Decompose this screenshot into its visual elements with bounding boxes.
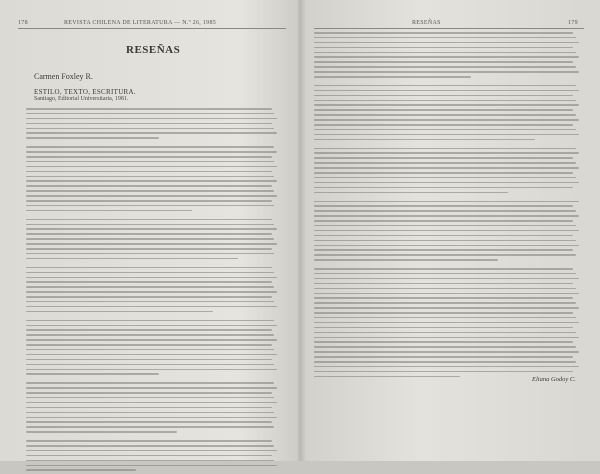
text-line bbox=[26, 417, 277, 419]
text-line bbox=[314, 215, 579, 217]
text-line bbox=[26, 349, 274, 351]
text-line bbox=[314, 346, 576, 348]
text-line bbox=[314, 240, 576, 242]
section-title: RESEÑAS bbox=[126, 44, 181, 56]
text-line bbox=[26, 205, 274, 207]
text-line bbox=[26, 354, 277, 356]
review-body bbox=[314, 32, 584, 381]
text-line bbox=[26, 392, 272, 394]
text-line bbox=[314, 139, 535, 141]
page-number: 179 bbox=[568, 20, 578, 26]
text-line bbox=[26, 224, 274, 226]
text-line bbox=[314, 245, 579, 247]
text-line bbox=[314, 201, 579, 203]
text-line bbox=[26, 465, 277, 467]
text-line bbox=[26, 185, 272, 187]
text-line bbox=[26, 137, 159, 139]
text-line bbox=[314, 307, 579, 309]
text-line bbox=[26, 113, 274, 115]
text-line bbox=[314, 104, 579, 106]
text-line bbox=[314, 85, 576, 87]
text-line bbox=[26, 311, 213, 313]
header-rule bbox=[314, 28, 584, 29]
text-line bbox=[314, 162, 576, 164]
text-line bbox=[314, 109, 573, 111]
text-line bbox=[26, 402, 277, 404]
text-line bbox=[314, 187, 573, 189]
text-line bbox=[314, 254, 576, 256]
text-line bbox=[314, 332, 576, 334]
text-line bbox=[26, 277, 277, 279]
text-line bbox=[26, 291, 277, 293]
text-line bbox=[314, 312, 573, 314]
text-line bbox=[26, 296, 272, 298]
text-line bbox=[26, 190, 274, 192]
text-line bbox=[26, 151, 277, 153]
text-line bbox=[314, 172, 573, 174]
text-line bbox=[26, 421, 272, 423]
text-line bbox=[26, 248, 272, 250]
text-line bbox=[26, 156, 272, 158]
text-line bbox=[314, 283, 573, 285]
reviewer-signature: Eliana Godoy C. bbox=[532, 376, 576, 383]
text-line bbox=[314, 249, 573, 251]
text-line bbox=[314, 278, 579, 280]
text-line bbox=[314, 95, 573, 97]
text-line bbox=[314, 205, 573, 207]
text-line bbox=[26, 132, 277, 134]
text-line bbox=[26, 286, 274, 288]
text-line bbox=[314, 351, 579, 353]
text-line bbox=[314, 114, 576, 116]
text-line bbox=[314, 341, 573, 343]
text-line bbox=[26, 267, 272, 269]
text-line bbox=[26, 200, 272, 202]
text-line bbox=[26, 431, 177, 433]
text-line bbox=[314, 225, 576, 227]
text-line bbox=[314, 288, 576, 290]
text-line bbox=[314, 268, 573, 270]
text-line bbox=[314, 76, 471, 78]
text-line bbox=[26, 238, 274, 240]
text-line bbox=[26, 233, 272, 235]
text-line bbox=[314, 327, 573, 329]
text-line bbox=[26, 171, 272, 173]
text-line bbox=[314, 71, 579, 73]
text-line bbox=[314, 317, 576, 319]
text-line bbox=[26, 258, 238, 260]
book-title: ESTILO, TEXTO, ESCRITURA. bbox=[34, 88, 136, 96]
text-line bbox=[26, 387, 277, 389]
text-line bbox=[314, 100, 576, 102]
text-line bbox=[314, 148, 576, 150]
header-rule bbox=[18, 28, 286, 29]
text-line bbox=[26, 455, 272, 457]
text-line bbox=[26, 301, 274, 303]
text-line bbox=[26, 445, 274, 447]
text-line bbox=[26, 469, 136, 471]
text-line bbox=[26, 166, 277, 168]
text-line bbox=[26, 146, 274, 148]
text-line bbox=[314, 230, 579, 232]
text-line bbox=[314, 47, 573, 49]
text-line bbox=[314, 182, 579, 184]
text-line bbox=[314, 210, 576, 212]
text-line bbox=[314, 152, 579, 154]
text-line bbox=[26, 426, 274, 428]
text-line bbox=[26, 123, 272, 125]
text-line bbox=[314, 322, 579, 324]
right-page bbox=[300, 0, 600, 461]
text-line bbox=[26, 243, 277, 245]
text-line bbox=[26, 128, 274, 130]
review-body bbox=[26, 108, 282, 474]
text-line bbox=[314, 220, 573, 222]
book-publisher: Santiago, Editorial Universitaria, 1981. bbox=[34, 96, 129, 102]
text-line bbox=[314, 37, 576, 39]
text-line bbox=[314, 42, 579, 44]
text-line bbox=[26, 272, 274, 274]
text-line bbox=[26, 339, 277, 341]
text-line bbox=[314, 124, 573, 126]
text-line bbox=[314, 52, 576, 54]
text-line bbox=[314, 259, 498, 261]
book-author: Carmen Foxley R. bbox=[34, 72, 93, 81]
text-line bbox=[314, 371, 573, 373]
text-line bbox=[26, 397, 274, 399]
text-line bbox=[26, 306, 277, 308]
text-line bbox=[314, 61, 573, 63]
text-line bbox=[26, 407, 272, 409]
text-line bbox=[314, 297, 573, 299]
text-line bbox=[314, 356, 573, 358]
text-line bbox=[26, 344, 272, 346]
running-header: RESEÑAS bbox=[412, 20, 441, 26]
text-line bbox=[26, 219, 272, 221]
running-header: REVISTA CHILENA DE LITERATURA — N.º 26, 1985 bbox=[64, 20, 217, 26]
text-line bbox=[26, 325, 277, 327]
text-line bbox=[314, 129, 576, 131]
text-line bbox=[26, 359, 272, 361]
left-page bbox=[0, 0, 300, 461]
text-line bbox=[26, 369, 277, 371]
text-line bbox=[314, 134, 579, 136]
text-line bbox=[26, 161, 274, 163]
text-line bbox=[314, 90, 579, 92]
text-line bbox=[26, 320, 274, 322]
text-line bbox=[314, 119, 579, 121]
text-line bbox=[26, 412, 274, 414]
text-line bbox=[26, 118, 277, 120]
text-line bbox=[314, 56, 579, 58]
text-line bbox=[26, 176, 274, 178]
text-line bbox=[314, 366, 579, 368]
text-line bbox=[314, 192, 508, 194]
text-line bbox=[26, 180, 277, 182]
text-line bbox=[26, 329, 272, 331]
text-line bbox=[314, 361, 576, 363]
text-line bbox=[26, 373, 159, 375]
text-line bbox=[314, 32, 573, 34]
text-line bbox=[26, 334, 274, 336]
text-line bbox=[26, 228, 277, 230]
text-line bbox=[26, 210, 192, 212]
text-line bbox=[314, 235, 573, 237]
text-line bbox=[314, 167, 579, 169]
text-line bbox=[26, 382, 274, 384]
text-line bbox=[314, 302, 576, 304]
page-number: 178 bbox=[18, 20, 28, 26]
text-line bbox=[26, 281, 272, 283]
text-line bbox=[26, 195, 277, 197]
text-line bbox=[26, 440, 272, 442]
text-line bbox=[26, 108, 272, 110]
text-line bbox=[314, 177, 576, 179]
text-line bbox=[314, 273, 576, 275]
text-line bbox=[314, 293, 579, 295]
text-line bbox=[26, 450, 277, 452]
text-line bbox=[26, 253, 274, 255]
text-line bbox=[314, 376, 460, 378]
text-line bbox=[26, 364, 274, 366]
text-line bbox=[314, 337, 579, 339]
text-line bbox=[314, 66, 576, 68]
text-line bbox=[314, 157, 573, 159]
